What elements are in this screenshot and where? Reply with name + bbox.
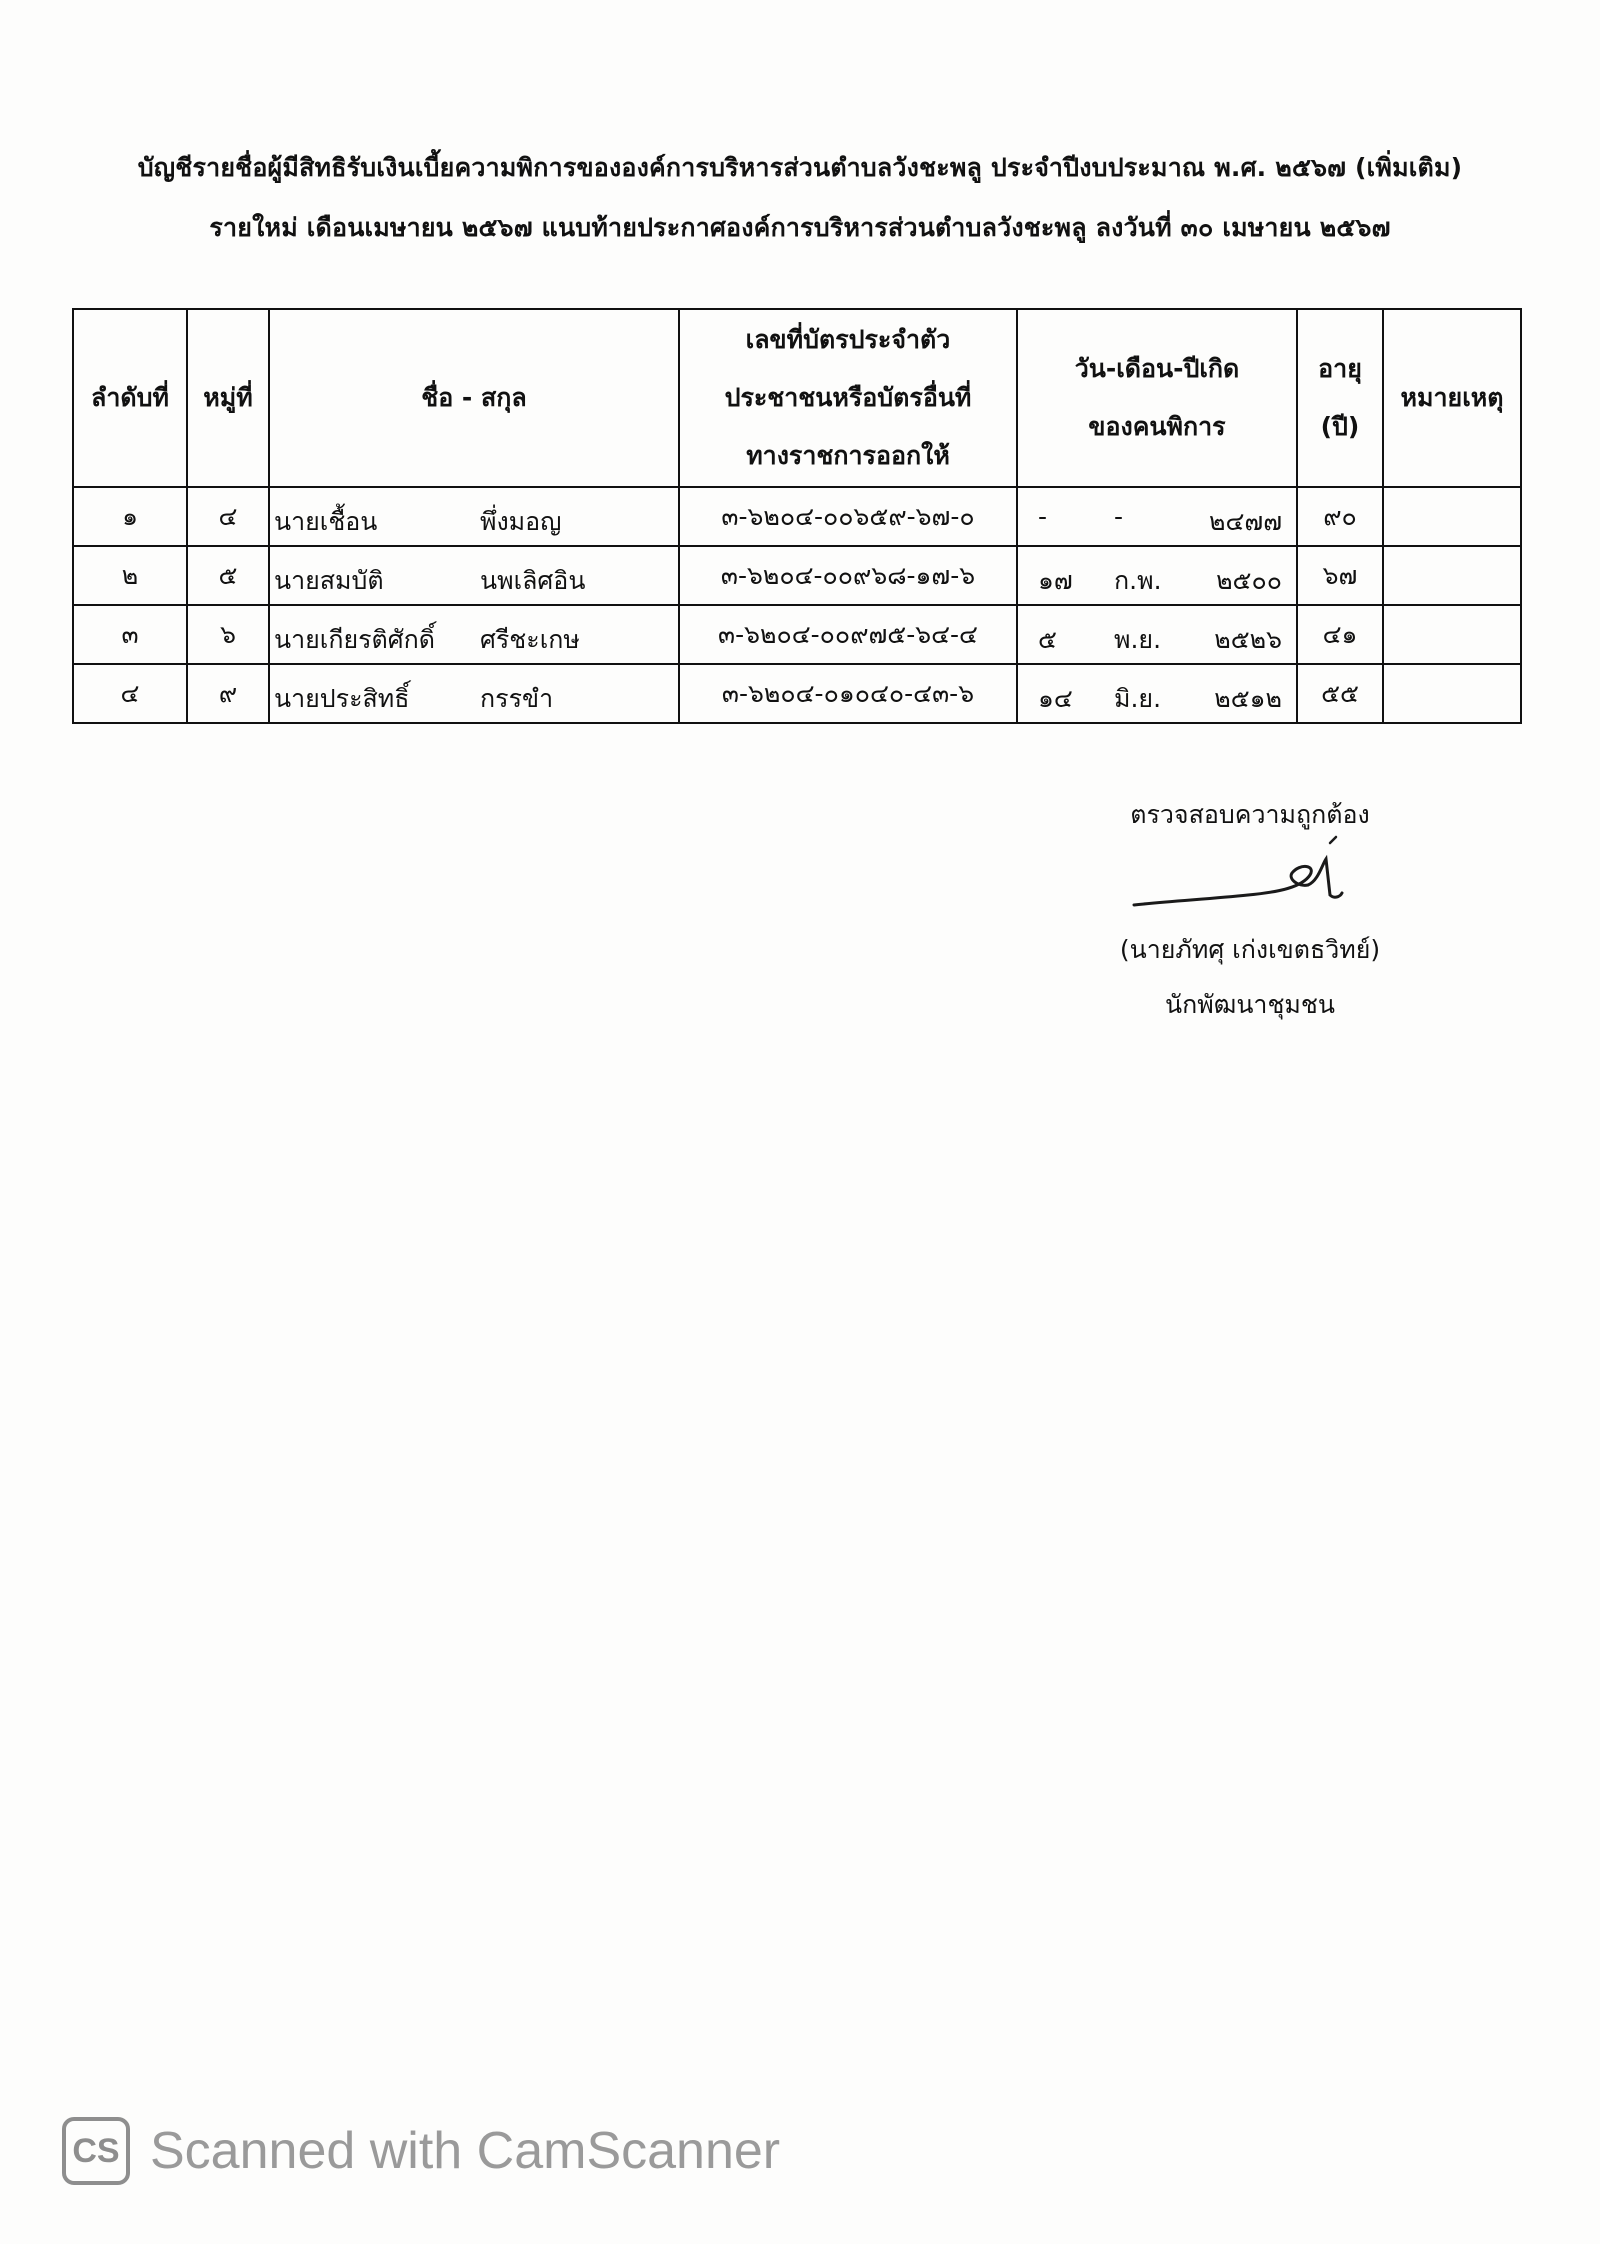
cell-dob bbox=[1017, 487, 1297, 546]
last-name: กรรขำ bbox=[480, 684, 554, 713]
dob-year: ๒๕๑๒ bbox=[1214, 684, 1282, 713]
header-name: ชื่อ - สกุล bbox=[269, 309, 679, 487]
cell-seq: ๑ bbox=[73, 487, 187, 546]
header-id-line2: ประชาชนหรือบัตรอื่นที่ bbox=[724, 383, 972, 412]
document-title-line1: บัญชีรายชื่อผู้มีสิทธิรับเงินเบี้ยความพิการขององค์การบริหารส่วนตำบลวังชะพลู ประจำปีงบประมาณ พ.ศ. ๒๕๖๗ (เพิ่มเติม) bbox=[137, 153, 1463, 182]
table-row bbox=[73, 487, 1521, 546]
handwritten-signature bbox=[1130, 835, 1350, 915]
document-title-line2: รายใหม่ เดือนเมษายน ๒๕๖๗ แนบท้ายประกาศองค์การบริหารส่วนตำบลวังชะพลู ลงวันที่ ๓๐ เมษายน ๒๕๖๗ bbox=[209, 213, 1391, 242]
dob-day: ๑๗ bbox=[1038, 566, 1073, 595]
cell-name bbox=[269, 605, 679, 664]
cell-dob bbox=[1017, 664, 1297, 723]
header-id-line3: ทางราชการออกให้ bbox=[746, 441, 950, 470]
dob-day: ๕ bbox=[1038, 625, 1057, 654]
cell-moo: ๔ bbox=[187, 487, 269, 546]
camscanner-logo-icon: CS bbox=[62, 2117, 130, 2185]
header-age-line2: (ปี) bbox=[1320, 412, 1360, 441]
cell-name bbox=[269, 546, 679, 605]
header-age-line1: อายุ bbox=[1318, 354, 1362, 383]
last-name: ศรีชะเกษ bbox=[480, 625, 580, 654]
first-name: นายเกียรติศักดิ์ bbox=[274, 625, 436, 654]
first-name: นายประสิทธิ์ bbox=[274, 684, 410, 713]
cell-id: ๓-๖๒๐๔-๐๐๙๖๘-๑๗-๖ bbox=[679, 546, 1017, 605]
recipient-table bbox=[72, 308, 1522, 724]
dob-month: ก.พ. bbox=[1114, 566, 1162, 595]
table-row bbox=[73, 546, 1521, 605]
cell-note bbox=[1383, 664, 1521, 723]
header-moo: หมู่ที่ bbox=[187, 309, 269, 487]
cell-id: ๓-๖๒๐๔-๐๑๐๔๐-๔๓-๖ bbox=[679, 664, 1017, 723]
cell-note bbox=[1383, 546, 1521, 605]
cell-note bbox=[1383, 487, 1521, 546]
header-age bbox=[1297, 309, 1383, 487]
first-name: นายสมบัติ bbox=[274, 566, 384, 595]
dob-month: - bbox=[1114, 502, 1124, 531]
dob-year: ๒๕๐๐ bbox=[1216, 566, 1282, 595]
cell-moo: ๕ bbox=[187, 546, 269, 605]
cell-age: ๕๕ bbox=[1297, 664, 1383, 723]
cell-seq: ๓ bbox=[73, 605, 187, 664]
cell-moo: ๙ bbox=[187, 664, 269, 723]
cell-moo: ๖ bbox=[187, 605, 269, 664]
table-row bbox=[73, 605, 1521, 664]
cell-age: ๔๑ bbox=[1297, 605, 1383, 664]
cell-dob bbox=[1017, 546, 1297, 605]
table-header-row bbox=[73, 309, 1521, 487]
cell-id: ๓-๖๒๐๔-๐๐๙๗๕-๖๔-๔ bbox=[679, 605, 1017, 664]
cell-name bbox=[269, 664, 679, 723]
signer-position: นักพัฒนาชุมชน bbox=[1165, 990, 1335, 1019]
first-name: นายเชื้อน bbox=[274, 507, 378, 536]
last-name: นพเลิศอิน bbox=[480, 566, 586, 595]
header-note: หมายเหตุ bbox=[1383, 309, 1521, 487]
watermark-text: Scanned with CamScanner bbox=[150, 2122, 781, 2180]
cell-age: ๙๐ bbox=[1297, 487, 1383, 546]
dob-month: พ.ย. bbox=[1114, 625, 1162, 654]
signer-name: (นายภัทศุ เก่งเขตธวิทย์) bbox=[1119, 935, 1381, 964]
header-dob bbox=[1017, 309, 1297, 487]
dob-day: - bbox=[1038, 502, 1048, 531]
verification-label: ตรวจสอบความถูกต้อง bbox=[1130, 800, 1370, 829]
cell-name bbox=[269, 487, 679, 546]
header-id-line1: เลขที่บัตรประจำตัว bbox=[745, 325, 951, 354]
dob-day: ๑๔ bbox=[1038, 684, 1073, 713]
cell-id: ๓-๖๒๐๔-๐๐๖๕๙-๖๗-๐ bbox=[679, 487, 1017, 546]
header-dob-line1: วัน-เดือน-ปีเกิด bbox=[1074, 354, 1240, 383]
table-row bbox=[73, 664, 1521, 723]
cell-note bbox=[1383, 605, 1521, 664]
cell-dob bbox=[1017, 605, 1297, 664]
dob-year: ๒๕๒๖ bbox=[1214, 625, 1282, 654]
last-name: พึ่งมอญ bbox=[480, 507, 562, 536]
dob-month: มิ.ย. bbox=[1114, 684, 1162, 713]
camscanner-watermark bbox=[62, 2115, 780, 2187]
header-id bbox=[679, 309, 1017, 487]
cell-seq: ๔ bbox=[73, 664, 187, 723]
cell-seq: ๒ bbox=[73, 546, 187, 605]
header-seq: ลำดับที่ bbox=[73, 309, 187, 487]
header-dob-line2: ของคนพิการ bbox=[1088, 412, 1226, 441]
cell-age: ๖๗ bbox=[1297, 546, 1383, 605]
dob-year: ๒๔๗๗ bbox=[1209, 507, 1282, 536]
